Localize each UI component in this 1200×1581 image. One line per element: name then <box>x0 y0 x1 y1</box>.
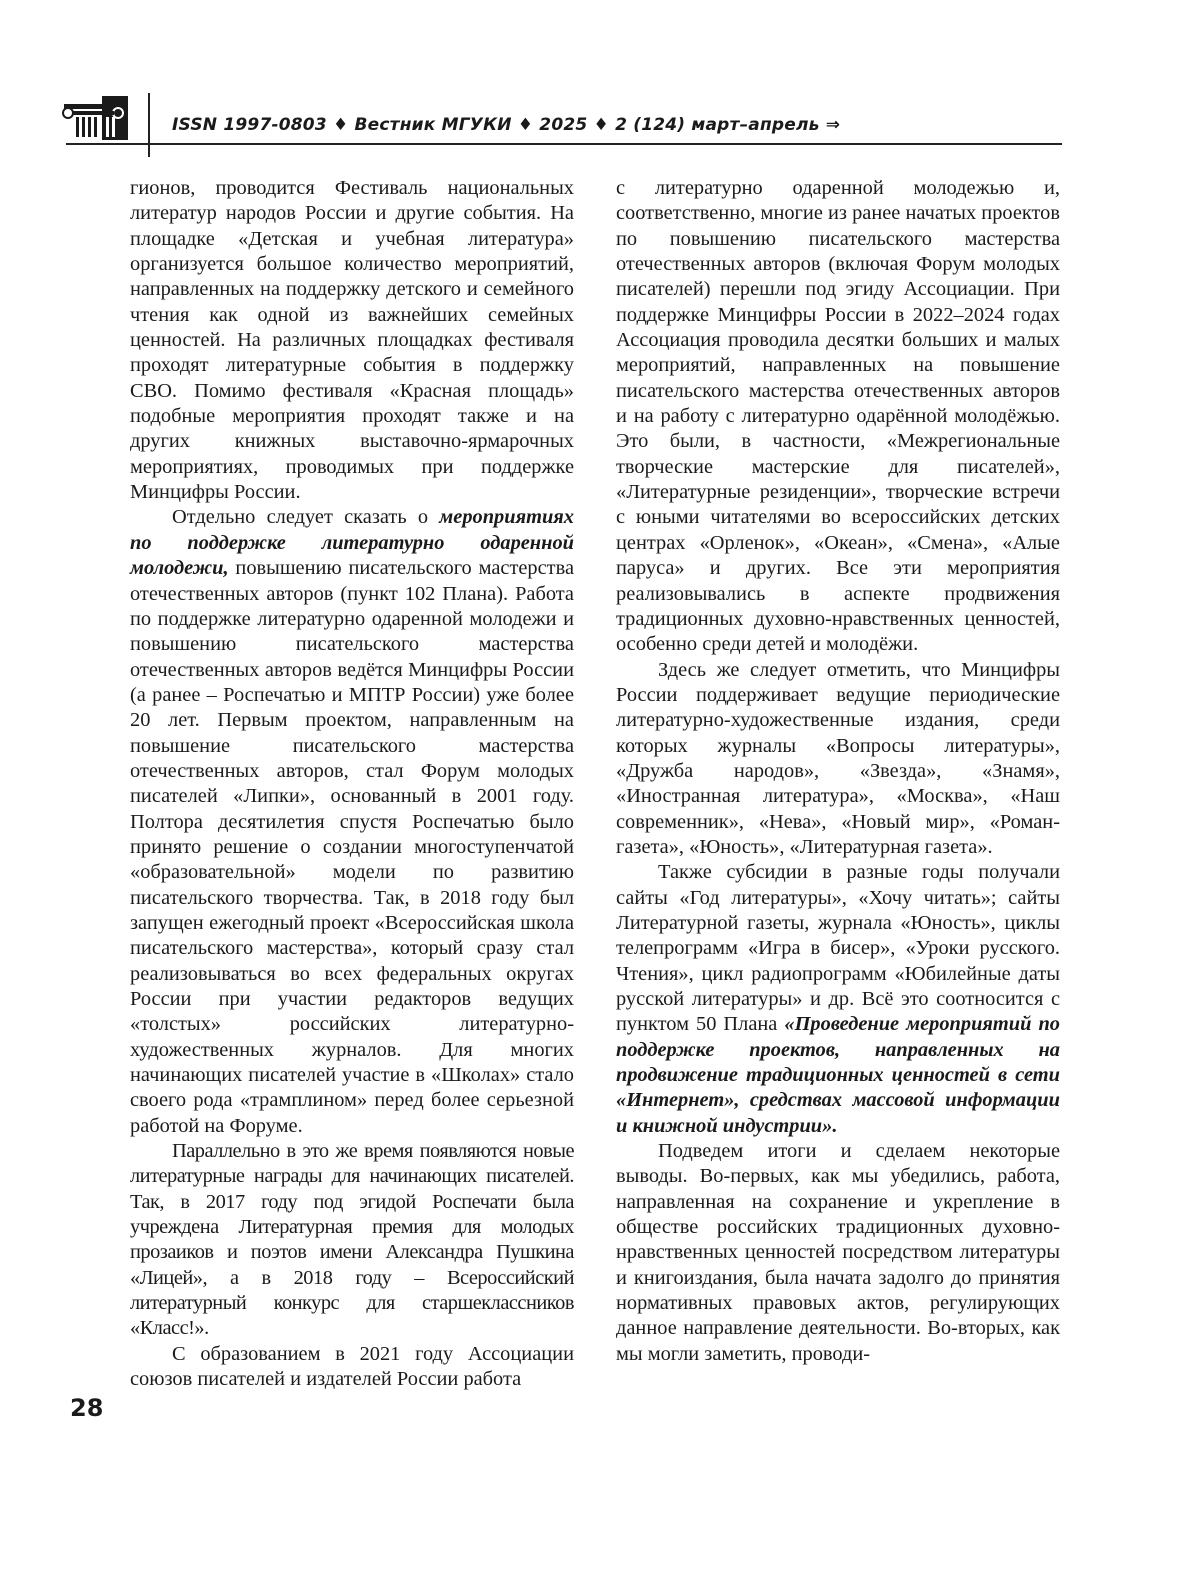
right-paragraph-3-emphasis: «Проведение мероприятий по поддержке проектов, направленных на продвижение традиционных ценностей в сети «Интернет», средствах массовой информации и книжной индустрии». <box>616 1013 1061 1137</box>
page-number: 28 <box>70 1394 104 1422</box>
left-paragraph-2-rest: повышению писательского мастерства отечественных авторов (пункт 102 Плана). Работа по поддержке литературно одаренной молодежи и повышению писательского мастерства отечественных авторов ведётся Минцифры России (а ранее – Роспечатью и МПТР России) уже более 20 лет. Первым проектом, направленным на повышение писательского мастерства отечественных авторов, стал Форум молодых писателей «Липки», основанный в 2001 году. Полтора десятилетия спустя Роспечатью было принято решение о создании многоступенчатой «образовательной» модели по развитию писательского творчества. Так, в 2018 году был запущен ежегодный проект «Всероссийская школа писательского мастерства», который сразу стал реализовываться во всех федеральных округах России при участии редакторов ведущих «толстых» российских литературно-художественных журналов. Для многих начинающих писателей участие в «Школах» стало своего рода «трамплином» перед более серьезной работой на Форуме. <box>130 557 574 1137</box>
running-header: ISSN 1997-0803 ♦ Вестник МГУКИ ♦ 2025 ♦ 2 (124) март–апрель ⇒ <box>172 115 841 135</box>
right-paragraph-1: с литературно одаренной молодежью и, соответственно, многие из ранее начатых проектов по повышению писательского мастерства отечественных авторов (включая Форум молодых писателей) перешли под эгиду Ассоциации. При поддержке Минцифры России в 2022–2024 годах Ассоциация проводила десятки больших и малых мероприятий, направленных на повышение писательского мастерства отечественных авторов и на работу с литературно одарённой молодёжью. Это были, в частности, «Межрегиональные творческие мастерские для писателей», «Литературные резиденции», творческие встречи с юными читателями во всероссийских детских центрах «Орленок», «Океан», «Смена», «Алые паруса» и других. Все эти мероприятия реализовывались в аспекте продвижения традиционных духовно-нравственных ценностей, особенно среди детей и молодёжи. <box>616 177 1060 656</box>
right-paragraph-2: Здесь же следует отметить, что Минцифры России поддерживает ведущие периодические литературно-художественные издания, среди которых журналы «Вопросы литературы», «Дружба народов», «Звезда», «Знамя», «Иностранная литература», «Москва», «Наш современник», «Нева», «Новый мир», «Роман-газета», «Юность», «Литературная газета». <box>616 658 1060 858</box>
right-column <box>616 176 1060 1367</box>
right-paragraph-4: Подведем итоги и сделаем некоторые выводы. Во-первых, как мы убедились, работа, направленная на сохранение и укрепление в обществе российских традиционных духовно-нравственных ценностей посредством литературы и книгоиздания, была начата задолго до принятия нормативных правовых актов, регулирующих данное направление деятельности. Во-вторых, как мы могли заметить, проводи- <box>616 1140 1060 1365</box>
left-paragraph-2 <box>130 505 574 1139</box>
left-paragraph-1: гионов, проводится Фестиваль национальных литератур народов России и другие события. На площадке «Детская и учебная литература» организуется большое количество мероприятий, направленных на поддержку детского и семейного чтения как одной из важнейших семейных ценностей. На различных площадках фестиваля проходят литературные события в поддержку СВО. Помимо фестиваля «Красная площадь» подобные мероприятия проходят также и на других книжных выставочно-ярмарочных мероприятиях, проводимых при поддержке Минцифры России. <box>130 177 574 504</box>
left-column <box>130 176 574 1393</box>
left-paragraph-2-emphasis: мероприятиях по поддержке литературно одаренной молодежи, <box>130 506 574 580</box>
header-vertical-rule <box>148 93 150 157</box>
right-paragraph-3 <box>616 860 1060 1139</box>
left-paragraph-4: С образованием в 2021 году Ассоциации союзов писателей и издателей России работа <box>130 1342 574 1391</box>
left-paragraph-3: Параллельно в это же время появляются новые литературные награды для начинающих писателей. Так, в 2017 году под эгидой Роспечати была учреждена Литературная премия для молодых прозаиков и поэтов имени Александра Пушкина «Лицей», а в 2018 году – Всероссийский литературный конкурс для старшеклассников «Класс!». <box>130 1140 574 1340</box>
header-horizontal-rule <box>66 143 1062 145</box>
left-paragraph-2-lead: Отдельно следует сказать о <box>172 506 440 529</box>
column-capital-logo-icon <box>58 96 130 140</box>
right-paragraph-3-lead: Также субсидии в разные годы получали сайты «Год литературы», «Хочу читать»; сайты Литературной газеты, журнала «Юность», циклы телепрограмм «Игра в бисер», «Уроки русского. Чтения», цикл радиопрограмм «Юбилейные даты русской литературы» и др. Всё это соотносится с пунктом 50 Плана <box>616 861 1060 1036</box>
